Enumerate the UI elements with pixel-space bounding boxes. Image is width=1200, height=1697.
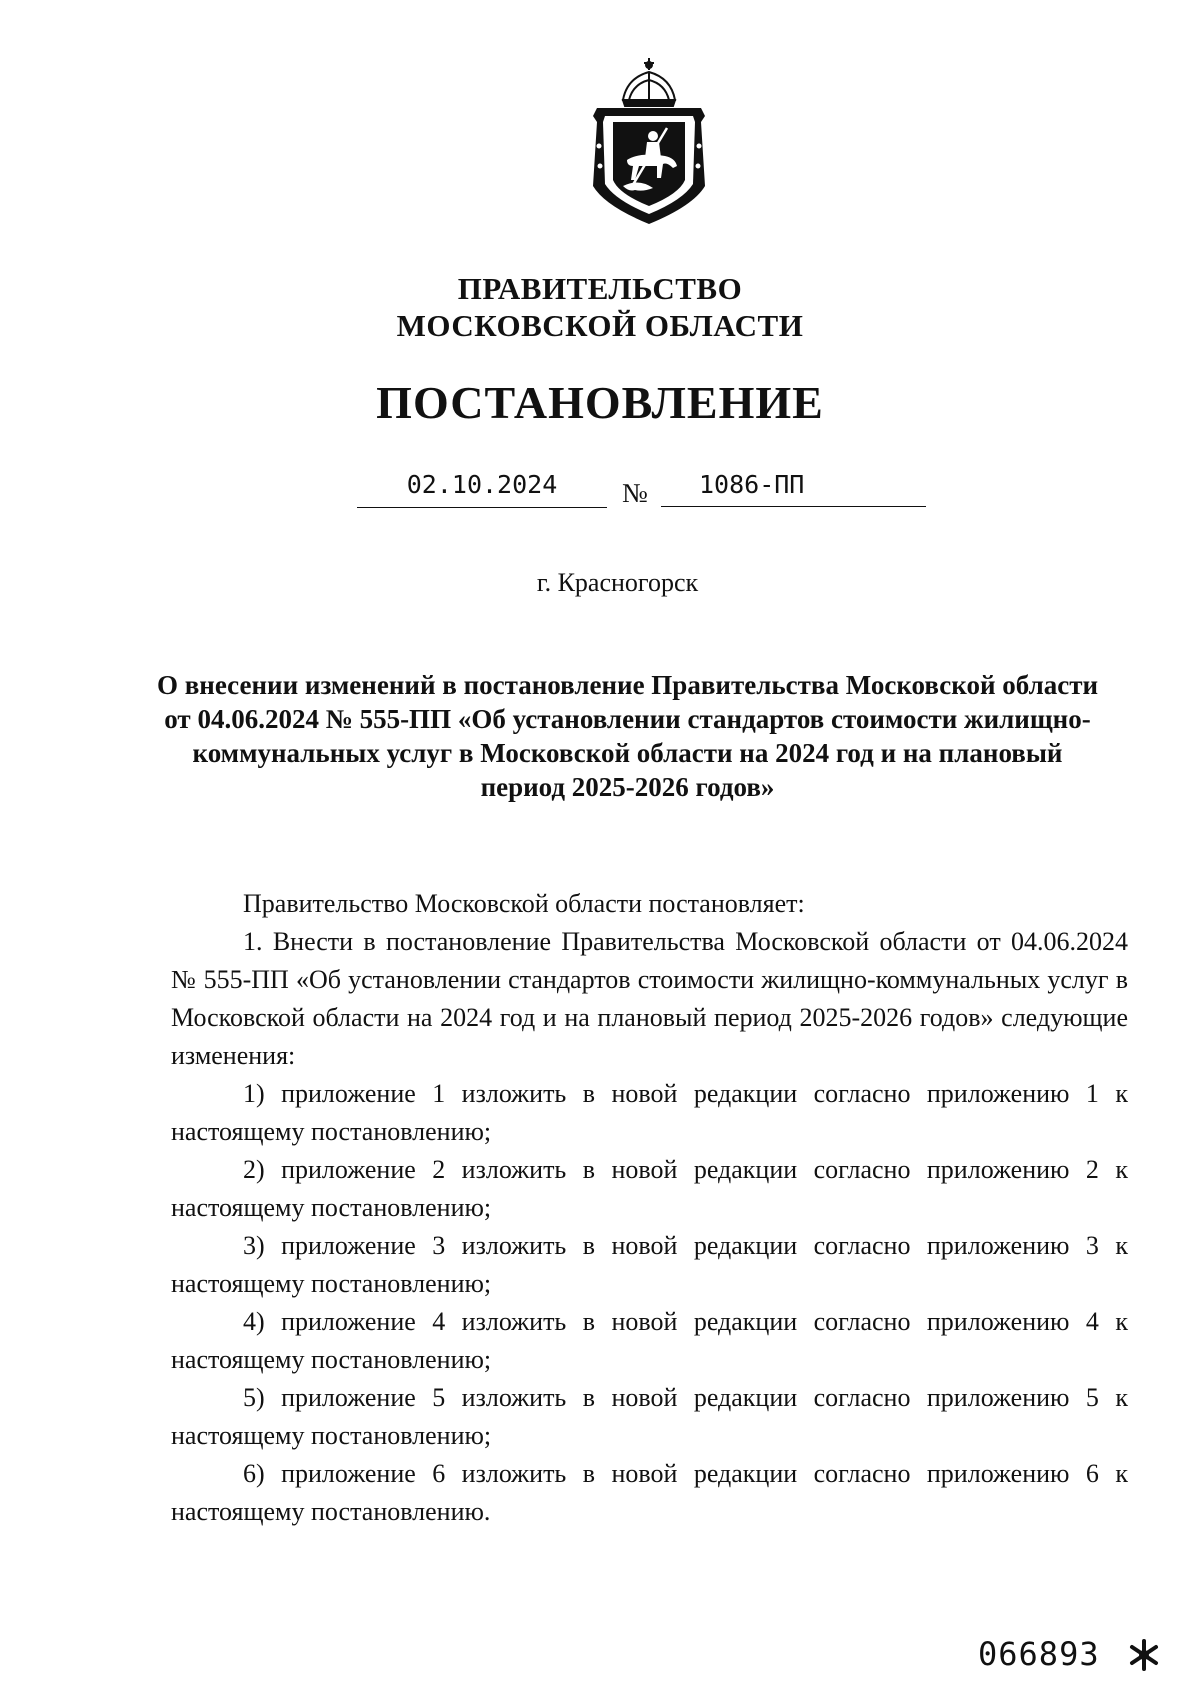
document-title: О внесении изменений в постановление Правительства Московской области от 04.06.2024 № 555-ПП «Об установлении стандартов стоимости жилищно-коммунальных услуг в Московской области на 2024 год и на плановый период 2025-2026 годов» [156, 670, 1099, 802]
body-paragraph: 3) приложение 3 изложить в новой редакции согласно приложению 3 к настоящему постановлению; [171, 1231, 1128, 1298]
organization-name-line1: ПРАВИТЕЛЬСТВО [457, 271, 743, 306]
document-type-heading: ПОСТАНОВЛЕНИЕ [376, 377, 824, 428]
document-number-field: 1086-ПП [661, 467, 926, 507]
asterisk-star-icon [1126, 1637, 1162, 1673]
body-paragraph: 5) приложение 5 изложить в новой редакции согласно приложению 5 к настоящему постановлению; [171, 1383, 1128, 1450]
city-of-issue: г. Красногорск [536, 568, 699, 597]
body-paragraph: 1. Внести в постановление Правительства Московской области от 04.06.2024 № 555-ПП «Об установлении стандартов стоимости жилищно-коммунальных услуг в Московской области на 2024 год и на плановый период 2025-2026 годов» следующие изменения: [171, 927, 1128, 1070]
body-paragraph: 4) приложение 4 изложить в новой редакции согласно приложению 4 к настоящему постановлению; [171, 1307, 1128, 1374]
body-paragraph: 2) приложение 2 изложить в новой редакции согласно приложению 2 к настоящему постановлению; [171, 1155, 1128, 1222]
document-date-field: 02.10.2024 [357, 467, 607, 508]
body-paragraph: Правительство Московской области постановляет: [243, 889, 805, 918]
body-paragraph: 1) приложение 1 изложить в новой редакции согласно приложению 1 к настоящему постановлению; [171, 1079, 1128, 1146]
number-sign-label: № [622, 478, 648, 508]
document-body [171, 885, 1128, 1531]
serial-number: 066893 [978, 1635, 1100, 1673]
body-paragraph: 6) приложение 6 изложить в новой редакции согласно приложению 6 к настоящему постановлению. [171, 1459, 1128, 1526]
organization-name-line2: МОСКОВСКОЙ ОБЛАСТИ [396, 308, 804, 343]
coat-of-arms-icon [583, 56, 715, 228]
